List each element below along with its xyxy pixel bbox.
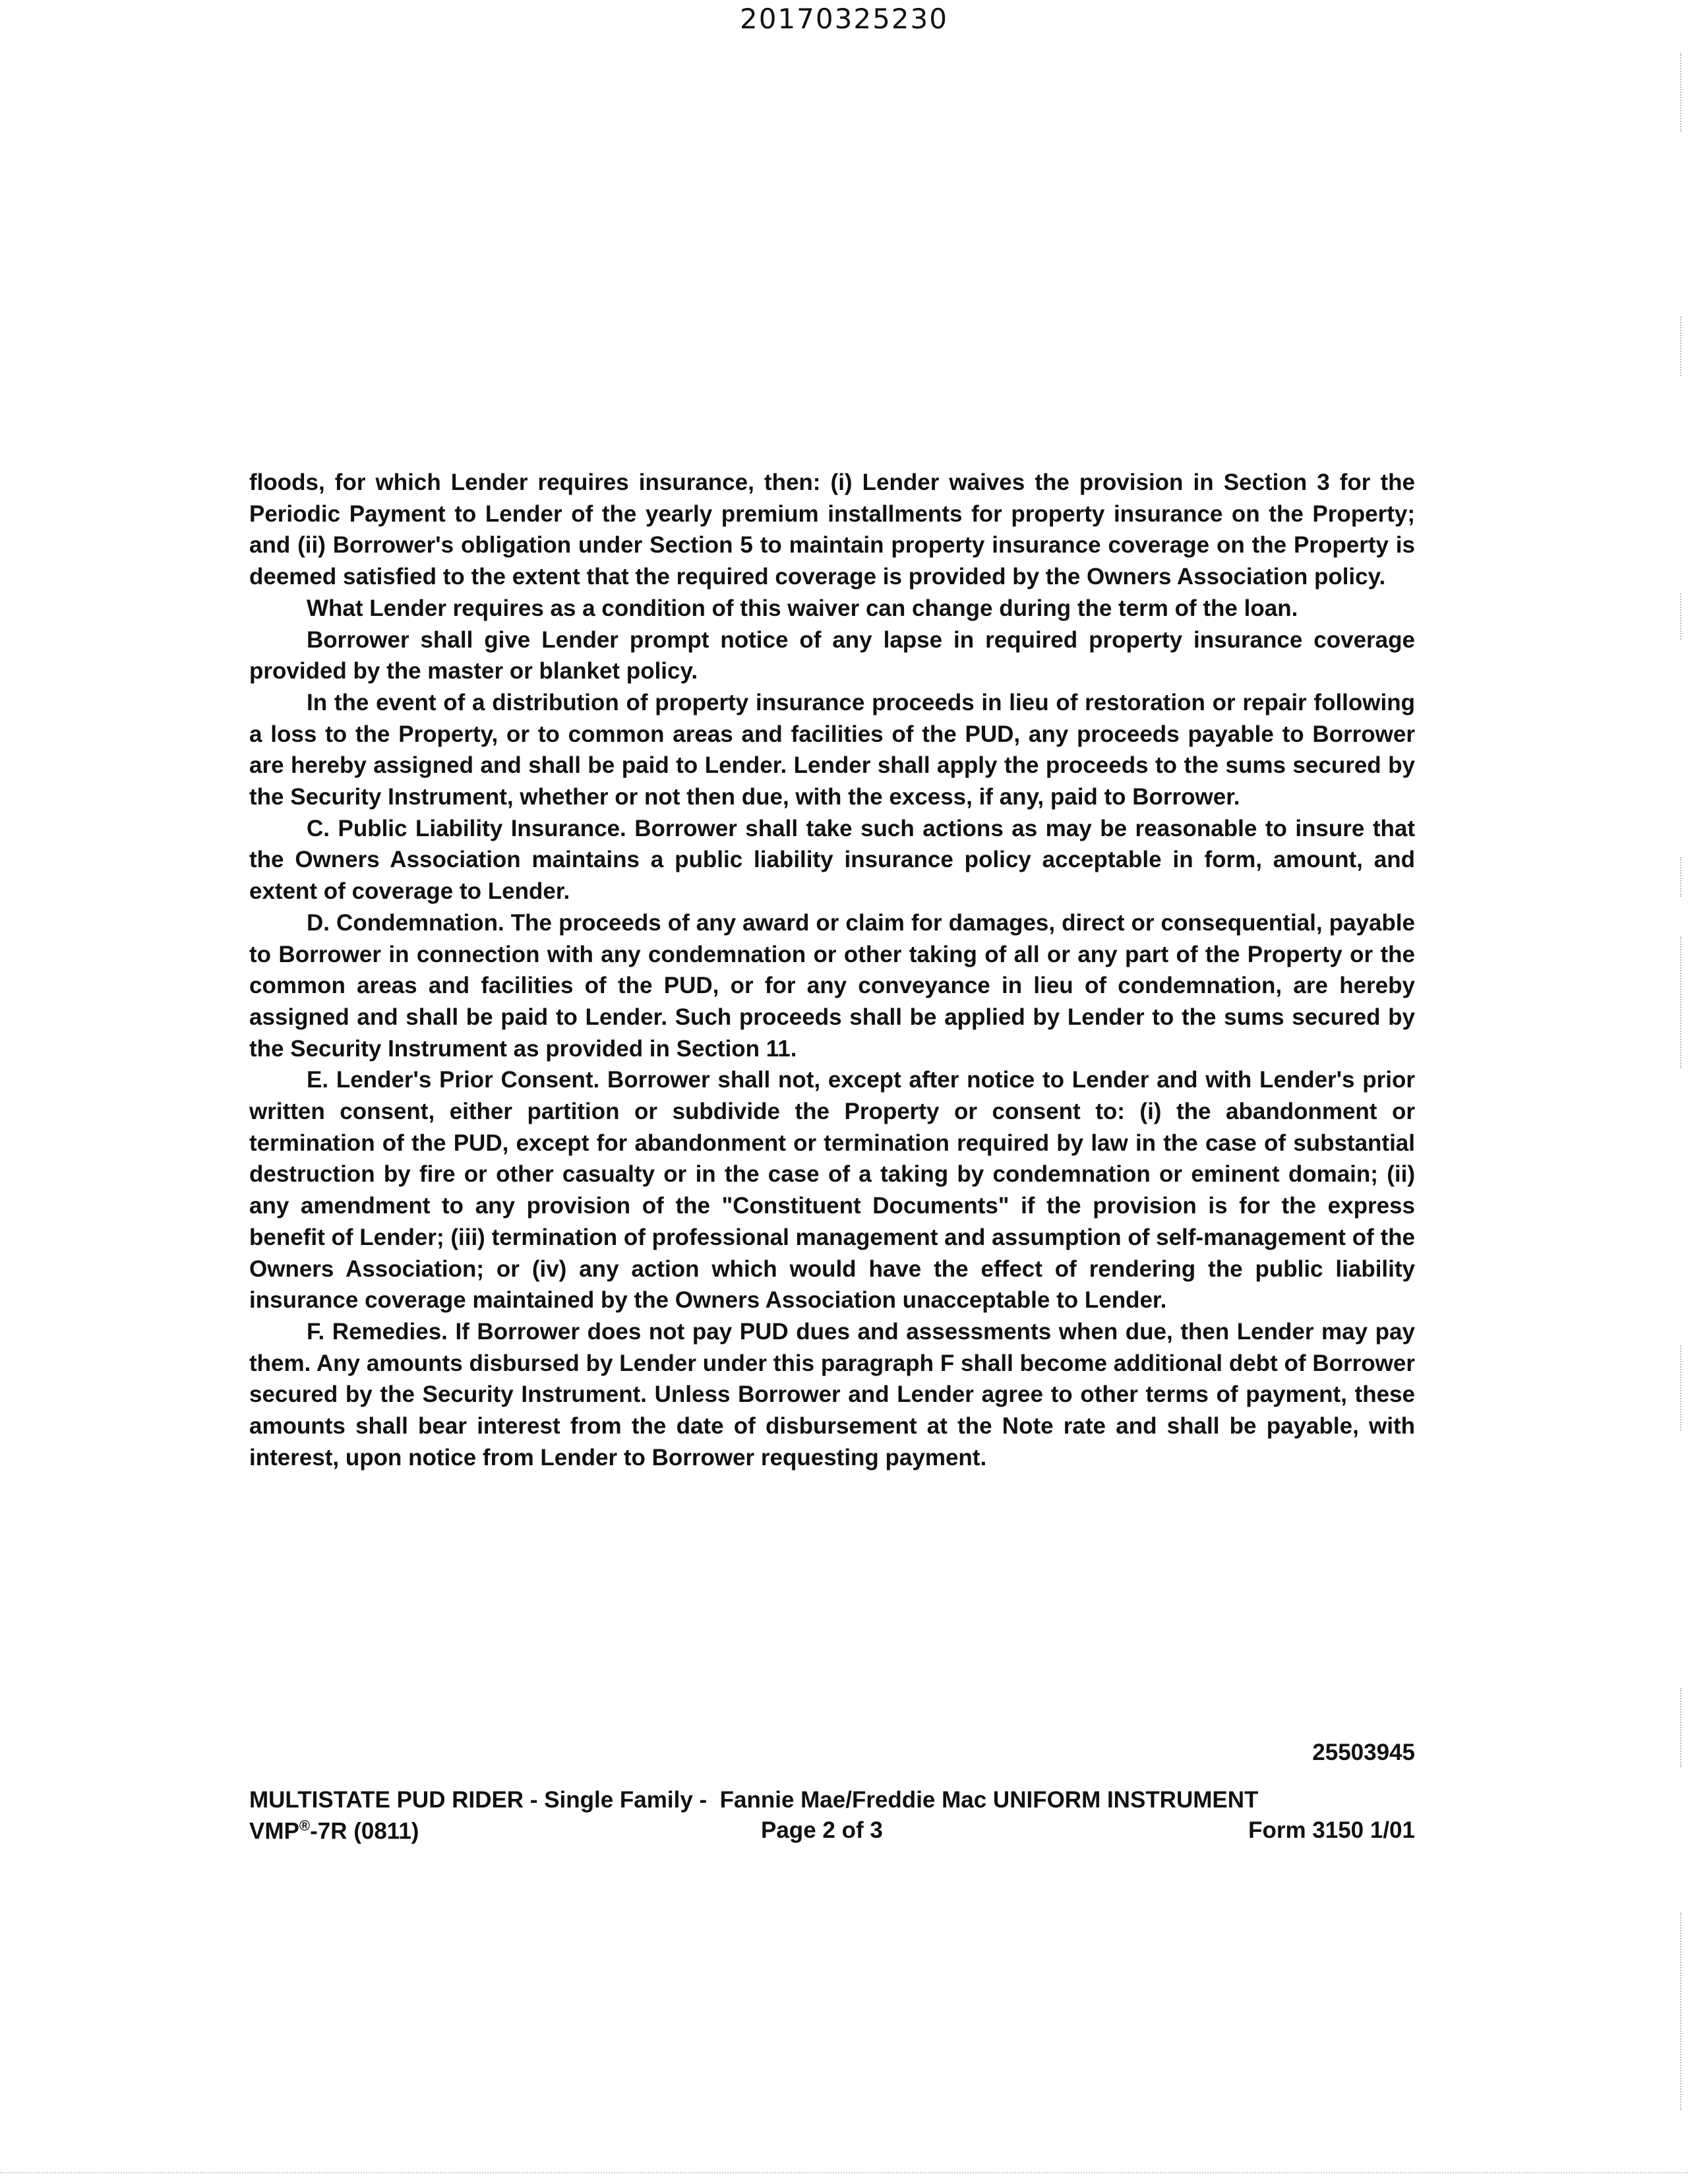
paragraph-waiver-condition: What Lender requires as a condition of this waiver can change during the term of the loan. bbox=[307, 595, 1298, 621]
scan-edge-mark bbox=[1680, 1345, 1685, 1431]
scan-bottom-artifacts bbox=[0, 2172, 1688, 2179]
scan-edge-mark bbox=[1680, 317, 1685, 376]
paragraph-lapse-notice: Borrower shall give Lender prompt notice of any lapse in required property insurance coverage provided by the master or blanket policy. bbox=[249, 626, 1415, 684]
paragraph-condemnation: D. Condemnation. The proceeds of any award or claim for damages, direct or consequential, payable to Borrower in connection with any condemnation or other taking of all or any part of the Property or the common areas and facilities of the PUD, or for any conveyance in lieu of condemnation, are hereby assigned and shall be paid to Lender. Such proceeds shall be applied by Lender to the sums secured by the Security Instrument as provided in Section 11. bbox=[249, 909, 1415, 1062]
paragraph-prior-consent: E. Lender's Prior Consent. Borrower shall not, except after notice to Lender and with Lender's prior written consent, either partition or subdivide the Property or consent to: (i) the abandonment or termination of the PUD, except for abandonment or termination required by law in the case of substantial destruction by fire or other casualty or in the case of a taking by condemnation or eminent domain; (ii) any amendment to any provision of the "Constituent Documents" if the provision is for the express benefit of Lender; (iii) termination of professional management and assumption of self-management of the Owners Association; or (iv) any action which would have the effect of rendering the public liability insurance coverage maintained by the Owners Association unacceptable to Lender. bbox=[249, 1067, 1415, 1314]
recording-number: 20170325230 bbox=[740, 3, 948, 35]
scan-edge-mark bbox=[1680, 1912, 1685, 2110]
paragraph-remedies: F. Remedies. If Borrower does not pay PUD dues and assessments when due, then Lender may pay them. Any amounts disbursed by Lender under this paragraph F shall become additional debt of Borrower secured by the Security Instrument. Unless Borrower and Lender agree to other terms of payment, these amounts shall bear interest from the date of disbursement at the Note rate and shall be payable, with interest, upon notice from Lender to Borrower requesting payment. bbox=[249, 1318, 1415, 1471]
document-body bbox=[249, 467, 1415, 1474]
page-number: Page 2 of 3 bbox=[761, 1817, 883, 1843]
paragraph-flood-insurance: floods, for which Lender requires insurance, then: (i) Lender waives the provision in Section 3 for the Periodic Payment to Lender of the yearly premium installments for property insurance on the Property; and (ii) Borrower's obligation under Section 5 to maintain property insurance coverage on the Property is deemed satisfied to the extent that the required coverage is provided by the Owners Association policy. bbox=[249, 470, 1415, 590]
registered-mark: ® bbox=[299, 1817, 311, 1834]
scan-edge-mark bbox=[1680, 936, 1685, 1068]
scan-edge-mark bbox=[1680, 593, 1685, 640]
vmp-suffix: -7R (0811) bbox=[310, 1818, 419, 1844]
paragraph-public-liability: C. Public Liability Insurance. Borrower shall take such actions as may be reasonable to insure that the Owners Association maintains a public liability insurance policy acceptable in form, amount, and extent of coverage to Lender. bbox=[249, 815, 1415, 905]
vmp-code bbox=[249, 1817, 419, 1845]
scan-edge-mark bbox=[1680, 53, 1685, 132]
scan-edge-mark bbox=[1680, 857, 1685, 897]
document-id: 25503945 bbox=[1312, 1740, 1415, 1765]
vmp-prefix: VMP bbox=[249, 1818, 299, 1844]
form-number: Form 3150 1/01 bbox=[1248, 1817, 1415, 1843]
form-footer bbox=[249, 1817, 1415, 1849]
scan-edge-artifacts bbox=[1673, 0, 1688, 2184]
scan-edge-mark bbox=[1680, 1688, 1685, 1767]
paragraph-insurance-proceeds: In the event of a distribution of property insurance proceeds in lieu of restoration or repair following a loss to the Property, or to common areas and facilities of the PUD, any proceeds payable to Borrower are hereby assigned and shall be paid to Lender. Lender shall apply the proceeds to the sums secured by the Security Instrument, whether or not then due, with the excess, if any, paid to Borrower. bbox=[249, 689, 1415, 810]
form-title: MULTISTATE PUD RIDER - Single Family - Fannie Mae/Freddie Mac UNIFORM INSTRUMENT bbox=[249, 1787, 1259, 1813]
